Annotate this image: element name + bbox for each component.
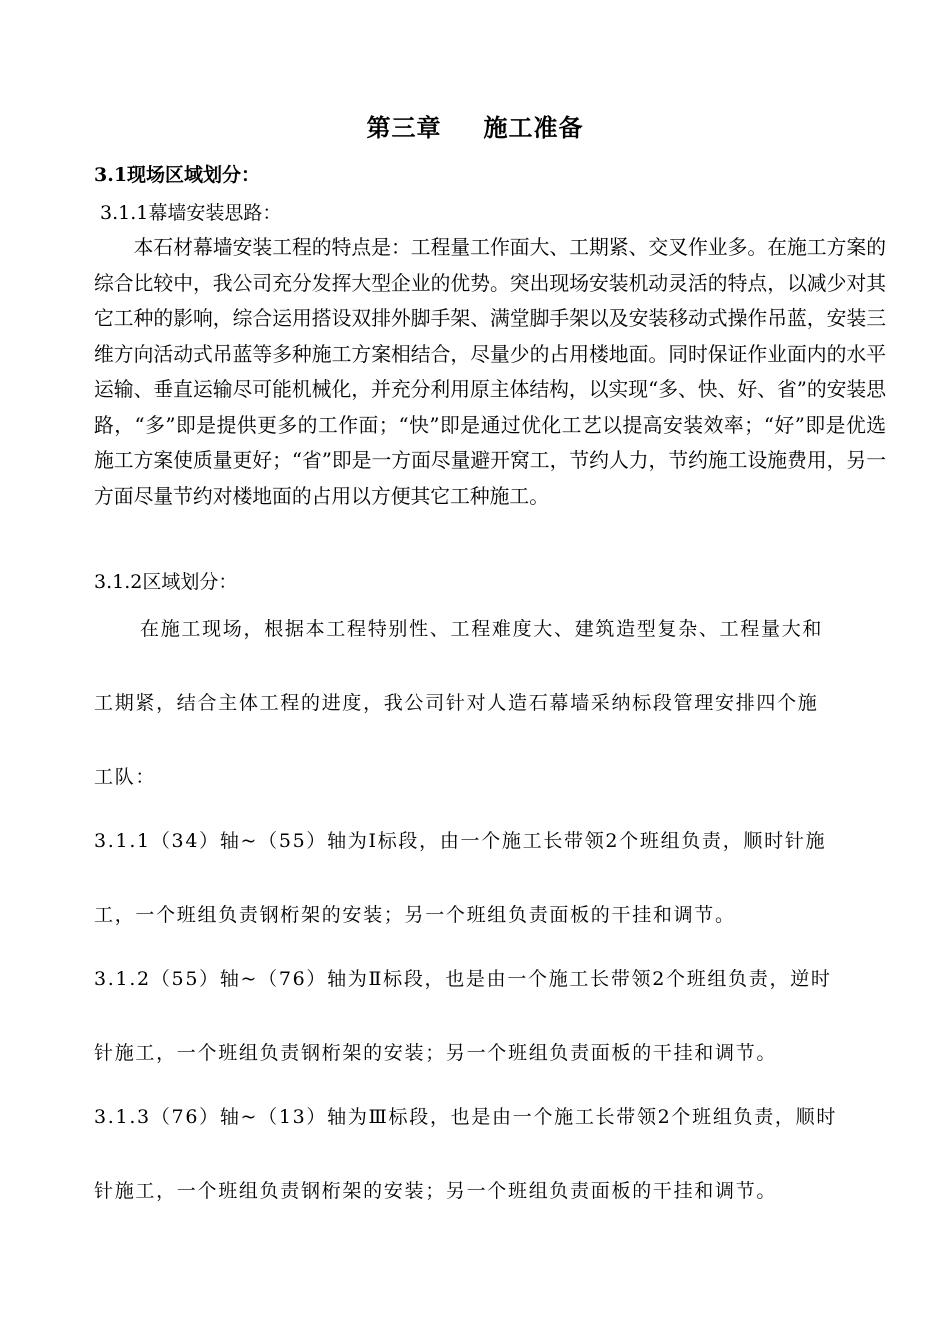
chapter-name: 施工准备 bbox=[483, 113, 584, 142]
text-line: 针施工，一个班组负责钢桁架的安装；另一个班组负责面板的干挂和调节。 bbox=[94, 1042, 778, 1064]
text-line: 3.1.3（76）轴~（13）轴为Ⅲ标段，也是由一个施工长带领2个班组负责，顺时 bbox=[94, 1106, 838, 1128]
section-heading: 3.1现场区域划分： bbox=[94, 164, 261, 186]
text-line: 3.1.2（55）轴~（76）轴为Ⅱ标段，也是由一个施工长带领2个班组负责，逆时 bbox=[94, 968, 832, 990]
text-line: 针施工，一个班组负责钢桁架的安装；另一个班组负责面板的干挂和调节。 bbox=[94, 1180, 778, 1202]
subsection-heading-2: 3.1.2区域划分： bbox=[94, 571, 238, 593]
text-line: 3.1.1（34）轴~（55）轴为Ⅰ标段，由一个施工长带领2个班组负责，顺时针施 bbox=[94, 830, 827, 852]
text-line: 在施工现场，根据本工程特别性、工程难度大、建筑造型复杂、工程量大和 bbox=[140, 618, 824, 640]
text-line: 工期紧，结合主体工程的进度，我公司针对人造石幕墙采纳标段管理安排四个施 bbox=[94, 692, 819, 714]
subsection-heading-1: 3.1.1幕墙安装思路： bbox=[100, 202, 282, 224]
chapter-number: 第三章 bbox=[366, 113, 442, 142]
text-line: 工队： bbox=[94, 766, 157, 788]
chapter-title bbox=[0, 108, 950, 143]
paragraph-installation-approach: 本石材幕墙安装工程的特点是：工程量工作面大、工期紧、交叉作业多。在施工方案的综合比较中，我公司充分发挥大型企业的优势。突出现场安装机动灵活的特点，以减少对其它工种的影响，综合运用搭设双排外脚手架、满堂脚手架以及安装移动式操作吊蓝，安装三维方向活动式吊蓝等多种施工方案相结合，尽量少的占用楼地面。同时保证作业面内的水平运输、垂直运输尽可能机械化，并充分利用原主体结构，以实现“多、快、好、省”的安装思路，“多”即是提供更多的工作面；“快”即是通过优化工艺以提高安装效率；“好”即是优选施工方案使质量更好；“省”即是一方面尽量避开窝工，节约人力，节约施工设施费用，另一方面尽量节约对楼地面的占用以方便其它工种施工。 bbox=[94, 236, 886, 508]
text-line: 工，一个班组负责钢桁架的安装；另一个班组负责面板的干挂和调节。 bbox=[94, 904, 736, 926]
